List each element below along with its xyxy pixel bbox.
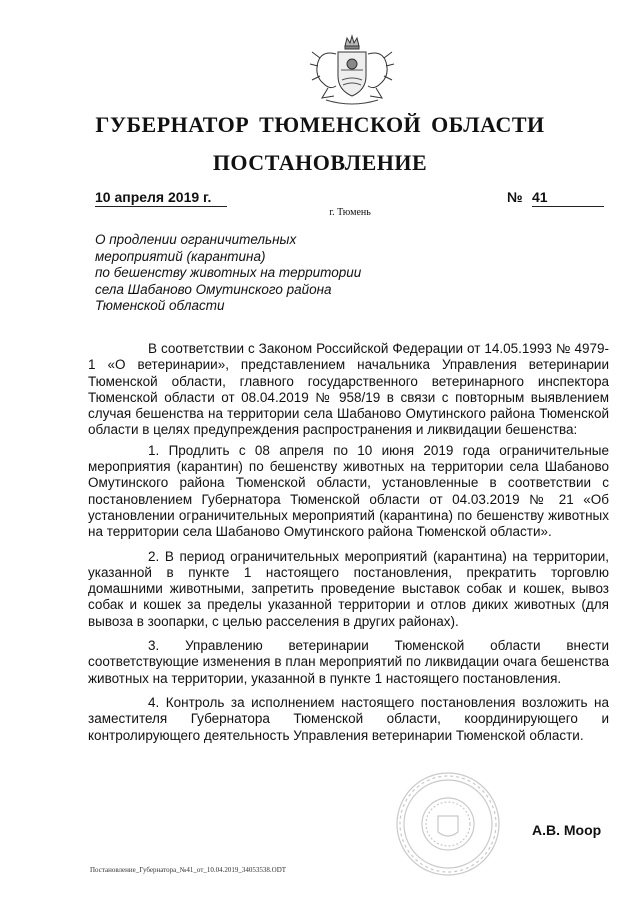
subject-line: мероприятий (карантина): [95, 248, 266, 264]
resolution-item-2: 2. В период ограничительных мероприятий (карантина) на территории, указанной в пункте 1 настоящего постановления, прекратить торговлю домашними животными, запретить проведение выставок собак и кошек, вывоз собак и кошек за пределы указанной территории и отлов диких животных (для вывоза в зоопарки, с целью расселения в других районах).: [88, 548, 609, 629]
coat-of-arms-icon: [306, 32, 398, 110]
document-number-label: №: [507, 189, 523, 205]
resolution-item-1: 1. Продлить с 08 апреля по 10 июня 2019 года ограничительные мероприятия (карантин) по бешенству животных на территории села Шабаново Омутинского района Тюменской области, установленные в соответствии с постановлением Губернатора Тюменской области от 04.03.2019 № 21 «Об установлении ограничительных мероприятий (карантина) по бешенству животных на территории села Шабаново Омутинского района Тюменской области».: [88, 442, 609, 540]
document-date: 10 апреля 2019 г.: [95, 189, 227, 207]
document-city: г. Тюмень: [329, 207, 371, 218]
official-stamp-icon: [394, 770, 502, 878]
document-subject: [95, 232, 395, 315]
subject-line: по бешенству животных на территории: [95, 265, 362, 280]
document-body: [88, 341, 609, 752]
signatory-name: А.В. Моор: [532, 822, 602, 838]
document-number: 41: [532, 189, 604, 207]
authority-title: ГУБЕРНАТОР ТЮМЕНСКОЙ ОБЛАСТИ: [95, 112, 545, 137]
subject-line: О продлении ограничительных: [95, 232, 297, 247]
document-type-title: ПОСТАНОВЛЕНИЕ: [212, 150, 428, 175]
subject-line: Тюменской области: [95, 298, 225, 313]
subject-line: села Шабаново Омутинского района: [95, 281, 332, 297]
resolution-item-4: 4. Контроль за исполнением настоящего постановления возложить на заместителя Губернатора Тюменской области, координирующего и контролирующего деятельность Управления ветеринарии Тюменской области.: [88, 694, 609, 743]
file-name-footer: Постановление_Губернатора_№41_от_10.04.2019_34053538.ODT: [90, 866, 287, 874]
preamble-paragraph: В соответствии с Законом Российской Федерации от 14.05.1993 № 4979-1 «О ветеринарии», представлением начальника Управления ветеринарии Тюменской области, главного государственного ветеринарного инспектора Тюменской области от 08.04.2019 № 958/19 в связи с повторным выявлением случая бешенства на территории села Шабаново Омутинского района Тюменской области в целях предупреждения распространения и ликвидации бешенства:: [88, 341, 609, 438]
resolution-item-3: 3. Управлению ветеринарии Тюменской области внести соответствующие изменения в план мероприятий по ликвидации очага бешенства животных на территории, указанной в пункте 1 настоящего постановления.: [88, 638, 609, 686]
